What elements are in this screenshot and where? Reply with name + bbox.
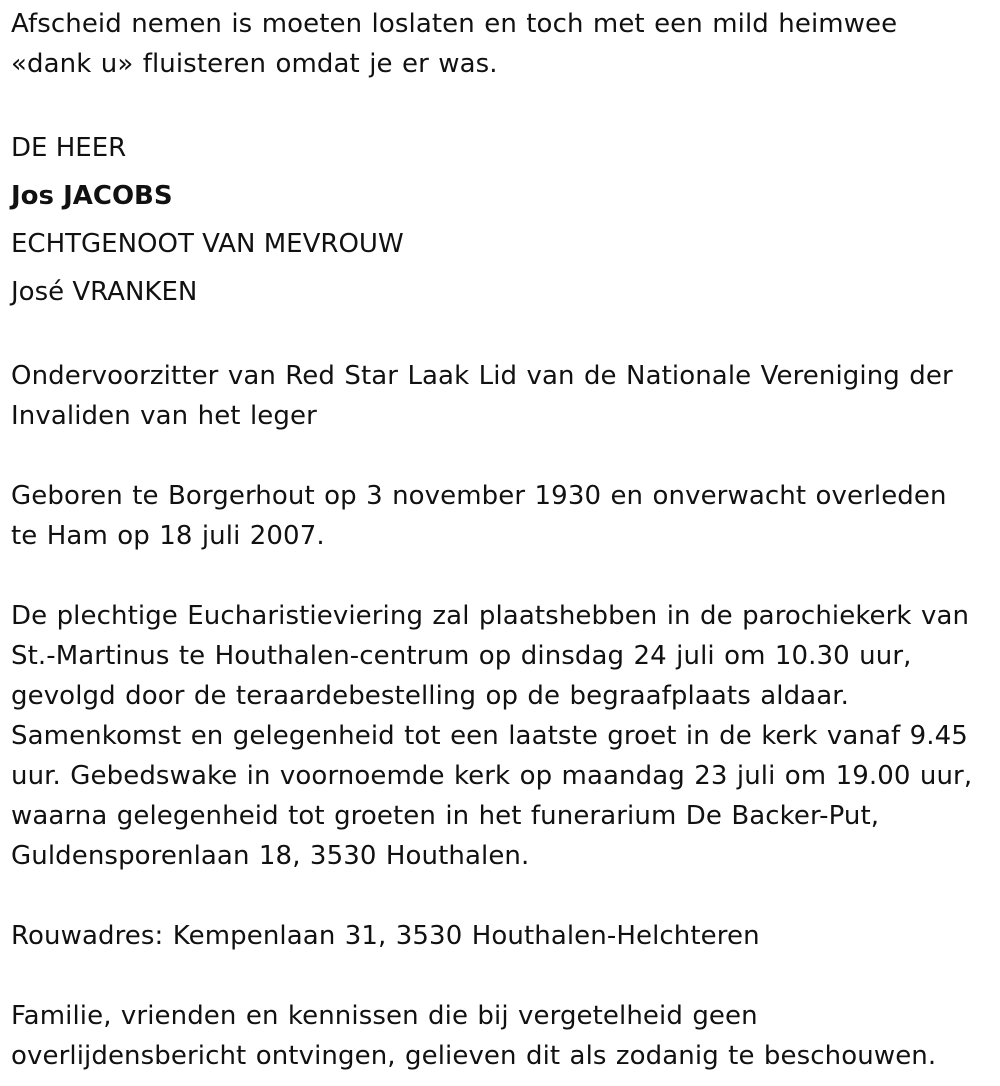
address-line: Rouwadres: Kempenlaan 31, 3530 Houthalen-Helchteren [11, 921, 760, 951]
mourning-address [11, 916, 991, 956]
ceremony-line: Guldensporenlaan 18, 3530 Houthalen. [11, 841, 530, 871]
ceremony-line: uur. Gebedswake in voornoemde kerk op maandag 23 juli om 19.00 uur, [11, 761, 973, 791]
closing-line: Familie, vrienden en kennissen die bij vergetelheid geen [11, 1001, 758, 1031]
death-notice [11, 4, 991, 1076]
honorific: DE HEER [11, 133, 127, 163]
birth-death-line: Geboren te Borgerhout op 3 november 1930 en onverwacht overleden [11, 481, 947, 511]
motto-line: Afscheid nemen is moeten loslaten en toch met een mild heimwee [11, 9, 898, 39]
motto [11, 4, 991, 84]
closing-note [11, 996, 991, 1076]
ceremony-line: St.-Martinus te Houthalen-centrum op dinsdag 24 juli om 10.30 uur, [11, 641, 912, 671]
closing-line: overlijdensbericht ontvingen, gelieven dit als zodanig te beschouwen. [11, 1041, 937, 1071]
relation: ECHTGENOOT VAN MEVROUW [11, 229, 404, 259]
deceased-block [11, 124, 991, 316]
birth-death [11, 476, 991, 556]
spouse-name: José VRANKEN [11, 277, 198, 307]
ceremony-line: gevolgd door de teraardebestelling op de begraafplaats aldaar. [11, 681, 850, 711]
roles [11, 356, 991, 436]
deceased-name: Jos JACOBS [11, 181, 173, 211]
motto-line: «dank u» fluisteren omdat je er was. [11, 49, 498, 79]
roles-line: Invaliden van het leger [11, 401, 317, 431]
ceremony-line: waarna gelegenheid tot groeten in het funerarium De Backer-Put, [11, 801, 880, 831]
ceremony-line: Samenkomst en gelegenheid tot een laatste groet in de kerk vanaf 9.45 [11, 721, 968, 751]
birth-death-line: te Ham op 18 juli 2007. [11, 521, 325, 551]
roles-line: Ondervoorzitter van Red Star Laak Lid van de Nationale Vereniging der [11, 361, 953, 391]
ceremony-line: De plechtige Eucharistieviering zal plaatshebben in de parochiekerk van [11, 601, 970, 631]
ceremony [11, 596, 991, 876]
